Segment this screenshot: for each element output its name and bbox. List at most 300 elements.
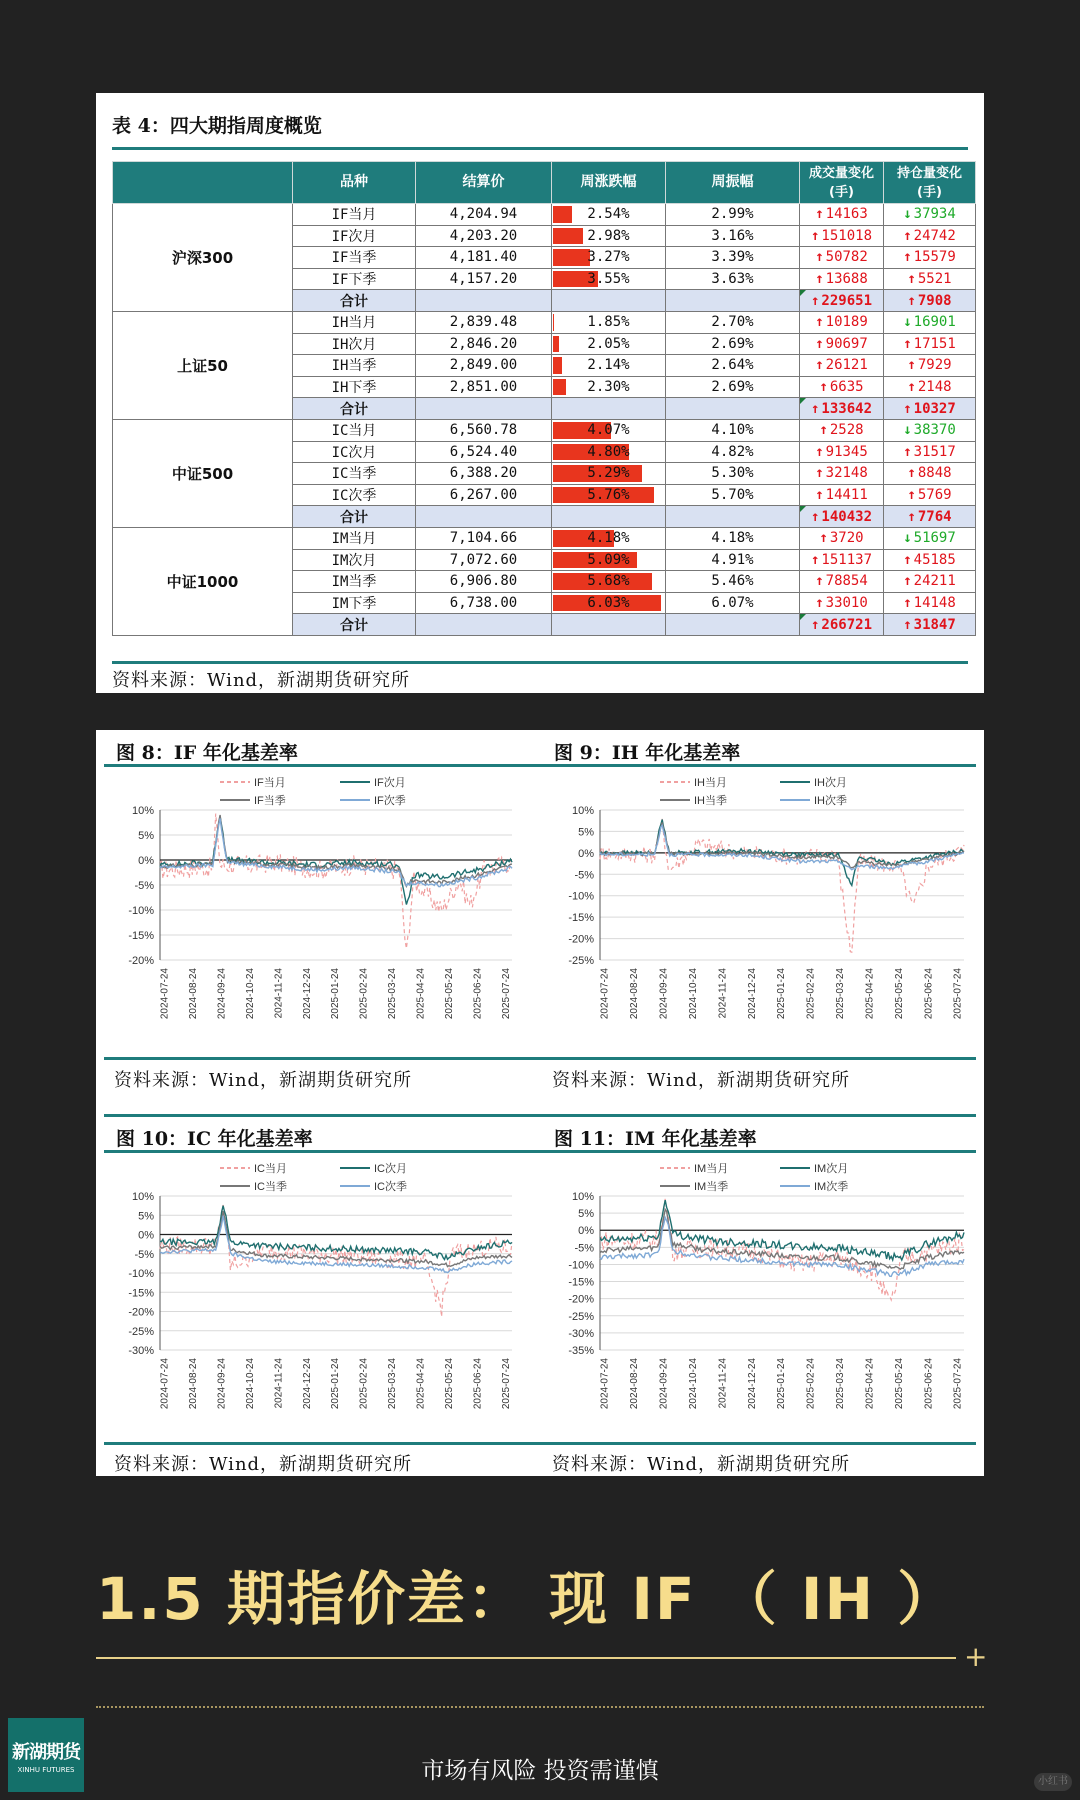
y-tick-label: -35%	[568, 1345, 594, 1357]
series-line	[160, 815, 512, 886]
weekly-change-value: 5.09%	[587, 551, 630, 568]
x-tick-label: 2024-12-24	[746, 968, 758, 1020]
x-tick-label: 2024-08-24	[187, 968, 199, 1020]
weekly-change-value: 3.55%	[587, 271, 630, 288]
arrow-up-icon: ↑	[810, 227, 820, 244]
oi-change-cell	[884, 484, 976, 506]
weekly-change-value: 2.30%	[587, 379, 630, 396]
total-oi-change-value: 10327	[913, 400, 956, 417]
arrow-up-icon: ↑	[815, 249, 824, 266]
contract-name: IC次月	[293, 441, 416, 463]
contract-name: IM当季	[293, 571, 416, 593]
arrow-up-icon: ↑	[907, 508, 916, 525]
y-tick-label: 5%	[578, 1208, 594, 1221]
contract-name: IF当月	[293, 204, 416, 226]
weekly-amplitude: 2.99%	[666, 204, 800, 226]
weekly-change-value: 5.68%	[587, 573, 630, 590]
total-oi-change-value: 7764	[917, 508, 952, 525]
y-tick-label: -25%	[568, 1310, 594, 1323]
empty-cell	[666, 290, 800, 312]
contract-name: IH次月	[293, 333, 416, 355]
x-tick-label: 2024-08-24	[629, 1358, 641, 1410]
volume-change-cell	[800, 333, 884, 355]
cell-marker	[800, 290, 806, 296]
weekly-change-value: 2.14%	[587, 357, 630, 374]
row1-bottom-divider	[104, 1057, 976, 1060]
settle-price: 2,851.00	[416, 376, 552, 398]
oi-change-cell	[884, 592, 976, 614]
y-tick-label: 0%	[578, 847, 594, 860]
arrow-up-icon: ↑	[903, 616, 912, 633]
weekly-change-cell	[552, 268, 666, 290]
settle-price: 6,906.80	[416, 571, 552, 593]
y-tick-label: 10%	[131, 1191, 154, 1203]
y-tick-label: -10%	[568, 1259, 594, 1272]
weekly-change-cell	[552, 419, 666, 441]
volume-change-cell	[800, 376, 884, 398]
arrow-up-icon: ↑	[815, 573, 824, 590]
arrow-up-icon: ↑	[810, 400, 820, 417]
arrow-up-icon: ↑	[907, 292, 916, 309]
y-tick-label: -5%	[574, 1242, 594, 1255]
contract-name: IM下季	[293, 592, 416, 614]
contract-name: IM当月	[293, 527, 416, 549]
empty-cell	[666, 506, 800, 528]
header-weekly-amplitude: 周振幅	[666, 162, 800, 204]
oi-change-value: 37934	[913, 206, 956, 223]
fig10-title: 图 10：IC 年化基差率	[116, 1128, 313, 1150]
header-weekly-change: 周涨跌幅	[552, 162, 666, 204]
y-tick-label: -5%	[574, 869, 594, 882]
series-line	[160, 1205, 512, 1317]
arrow-up-icon: ↑	[903, 335, 912, 352]
table-row	[113, 419, 976, 441]
y-tick-label: -25%	[568, 955, 594, 967]
arrow-down-icon: ↓	[903, 530, 912, 547]
total-oi-change-value: 31847	[913, 616, 956, 633]
volume-change-value: 14411	[825, 487, 868, 504]
legend-label: IC当季	[254, 1181, 287, 1193]
arrow-up-icon: ↑	[903, 227, 912, 244]
oi-change-value: 24742	[913, 227, 956, 244]
legend-label: IH次月	[814, 777, 847, 789]
weekly-change-bar	[553, 228, 583, 245]
oi-change-cell	[884, 268, 976, 290]
weekly-change-value: 6.03%	[587, 594, 630, 611]
group-name: 中证1000	[113, 527, 293, 635]
fig8-chart	[104, 768, 524, 1052]
y-tick-label: -15%	[568, 1276, 594, 1289]
weekly-change-value: 5.76%	[587, 487, 630, 504]
fig11-chart	[544, 1154, 976, 1442]
weekly-amplitude: 3.39%	[666, 247, 800, 269]
total-oi-change-cell	[884, 506, 976, 528]
arrow-up-icon: ↑	[907, 487, 916, 504]
x-tick-label: 2025-02-24	[805, 968, 817, 1020]
total-oi-change-value: 7908	[917, 292, 952, 309]
weekly-change-value: 4.18%	[587, 530, 630, 547]
fig9-source: 资料来源：Wind，新湖期货研究所	[552, 1070, 851, 1091]
source-divider	[112, 661, 968, 664]
y-tick-label: -20%	[568, 1293, 594, 1306]
arrow-up-icon: ↑	[907, 465, 916, 482]
row2-divider	[104, 1150, 976, 1153]
y-tick-label: -20%	[568, 933, 594, 946]
legend-label: IF次季	[374, 795, 406, 807]
total-volume-change-value: 229651	[821, 292, 872, 309]
arrow-up-icon: ↑	[907, 271, 916, 288]
contract-name: IC当月	[293, 419, 416, 441]
oi-change-cell	[884, 549, 976, 571]
y-tick-label: -10%	[128, 1268, 154, 1280]
cell-marker	[800, 506, 806, 512]
y-tick-label: -15%	[128, 1287, 154, 1300]
total-label: 合计	[293, 506, 416, 528]
oi-change-value: 5521	[917, 271, 952, 288]
table-panel	[96, 93, 984, 693]
oi-change-value: 38370	[913, 422, 956, 439]
oi-change-value: 16901	[913, 314, 956, 331]
oi-change-value: 17151	[913, 335, 956, 352]
weekly-amplitude: 4.91%	[666, 549, 800, 571]
oi-change-value: 45185	[913, 551, 956, 568]
weekly-change-value: 5.29%	[587, 465, 630, 482]
total-volume-change-cell	[800, 614, 884, 636]
y-tick-label: -10%	[128, 905, 154, 917]
y-tick-label: -20%	[128, 1306, 154, 1319]
contract-name: IH当月	[293, 311, 416, 333]
x-tick-label: 2025-01-24	[776, 968, 788, 1020]
volume-change-cell	[800, 419, 884, 441]
legend-label: IM当月	[694, 1163, 729, 1175]
y-tick-label: -30%	[568, 1327, 594, 1340]
volume-change-value: 91345	[825, 443, 868, 460]
logo-cn: 新湖期货	[12, 1742, 80, 1763]
oi-change-cell	[884, 355, 976, 377]
contract-name: IH下季	[293, 376, 416, 398]
volume-change-value: 33010	[825, 594, 868, 611]
x-tick-label: 2025-02-24	[805, 1358, 817, 1410]
x-tick-label: 2025-07-24	[500, 968, 512, 1020]
contract-name: IH当季	[293, 355, 416, 377]
total-label: 合计	[293, 614, 416, 636]
contract-name: IM次月	[293, 549, 416, 571]
oi-change-cell	[884, 571, 976, 593]
x-tick-label: 2025-03-24	[387, 968, 399, 1020]
empty-cell	[552, 614, 666, 636]
empty-cell	[666, 614, 800, 636]
weekly-change-bar	[553, 379, 566, 396]
cell-marker	[800, 614, 806, 620]
y-tick-label: -30%	[128, 1345, 154, 1357]
legend-label: IC当月	[254, 1163, 287, 1175]
row1-top-divider	[104, 764, 976, 767]
y-tick-label: 5%	[138, 830, 154, 842]
arrow-up-icon: ↑	[903, 573, 912, 590]
x-tick-label: 2024-07-24	[599, 1358, 611, 1410]
fig11-source: 资料来源：Wind，新湖期货研究所	[552, 1454, 851, 1475]
total-volume-change-value: 266721	[821, 616, 872, 633]
arrow-up-icon: ↑	[903, 400, 912, 417]
weekly-amplitude: 3.16%	[666, 225, 800, 247]
fig8-title: 图 8：IF 年化基差率	[116, 742, 298, 764]
x-tick-label: 2025-06-24	[472, 1358, 484, 1410]
x-tick-label: 2024-07-24	[599, 968, 611, 1020]
volume-change-value: 14163	[825, 206, 868, 223]
weekly-amplitude: 5.70%	[666, 484, 800, 506]
x-tick-label: 2024-10-24	[687, 1358, 699, 1410]
arrow-up-icon: ↑	[815, 465, 824, 482]
empty-cell	[416, 398, 552, 420]
header-group	[113, 162, 293, 204]
oi-change-cell	[884, 204, 976, 226]
x-tick-label: 2025-04-24	[415, 1358, 427, 1410]
y-tick-label: -5%	[134, 1248, 154, 1261]
volume-change-cell	[800, 571, 884, 593]
table-row	[113, 204, 976, 226]
legend-label: IF当季	[254, 795, 286, 807]
oi-change-value: 7929	[917, 357, 952, 374]
arrow-up-icon: ↑	[903, 443, 912, 460]
oi-change-value: 24211	[913, 573, 956, 590]
volume-change-value: 13688	[825, 271, 868, 288]
arrow-up-icon: ↑	[815, 487, 824, 504]
weekly-amplitude: 2.64%	[666, 355, 800, 377]
settle-price: 4,181.40	[416, 247, 552, 269]
x-tick-label: 2025-06-24	[923, 1358, 935, 1410]
volume-change-cell	[800, 592, 884, 614]
weekly-change-cell	[552, 441, 666, 463]
y-tick-label: -15%	[568, 912, 594, 925]
arrow-down-icon: ↓	[903, 314, 912, 331]
weekly-change-cell	[552, 376, 666, 398]
arrow-up-icon: ↑	[819, 530, 828, 547]
total-oi-change-cell	[884, 614, 976, 636]
y-tick-label: -15%	[128, 930, 154, 942]
volume-change-cell	[800, 268, 884, 290]
x-tick-label: 2025-03-24	[835, 968, 847, 1020]
weekly-amplitude: 5.46%	[666, 571, 800, 593]
weekly-amplitude: 2.70%	[666, 311, 800, 333]
settle-price: 6,738.00	[416, 592, 552, 614]
arrow-up-icon: ↑	[819, 379, 828, 396]
watermark-badge: 小红书	[1034, 1773, 1072, 1791]
arrow-down-icon: ↓	[903, 206, 912, 223]
oi-change-value: 14148	[913, 594, 956, 611]
oi-change-cell	[884, 463, 976, 485]
series-line	[600, 1199, 964, 1300]
empty-cell	[666, 398, 800, 420]
settle-price: 6,560.78	[416, 419, 552, 441]
volume-change-cell	[800, 355, 884, 377]
oi-change-value: 31517	[913, 443, 956, 460]
weekly-change-cell	[552, 311, 666, 333]
volume-change-cell	[800, 463, 884, 485]
x-tick-label: 2025-06-24	[472, 968, 484, 1020]
series-line	[600, 819, 964, 952]
weekly-change-cell	[552, 333, 666, 355]
arrow-up-icon: ↑	[815, 271, 824, 288]
x-tick-label: 2025-04-24	[864, 968, 876, 1020]
x-tick-label: 2025-03-24	[387, 1358, 399, 1410]
fig10-source: 资料来源：Wind，新湖期货研究所	[114, 1454, 413, 1475]
legend-label: IC次月	[374, 1163, 407, 1175]
x-tick-label: 2024-09-24	[216, 1358, 228, 1410]
x-tick-label: 2025-07-24	[500, 1358, 512, 1410]
weekly-change-value: 2.05%	[587, 335, 630, 352]
cell-marker	[800, 398, 806, 404]
weekly-change-value: 3.27%	[587, 249, 630, 266]
x-tick-label: 2024-09-24	[658, 968, 670, 1020]
header-contract: 品种	[293, 162, 416, 204]
volume-change-cell	[800, 247, 884, 269]
charts-panel	[96, 730, 984, 1476]
weekly-amplitude: 2.69%	[666, 333, 800, 355]
settle-price: 2,849.00	[416, 355, 552, 377]
total-label: 合计	[293, 290, 416, 312]
x-tick-label: 2024-11-24	[717, 968, 729, 1019]
x-tick-label: 2024-12-24	[301, 968, 313, 1020]
weekly-amplitude: 3.63%	[666, 268, 800, 290]
x-tick-label: 2025-04-24	[864, 1358, 876, 1410]
table-source: 资料来源：Wind，新湖期货研究所	[112, 670, 411, 691]
table-row	[113, 311, 976, 333]
arrow-up-icon: ↑	[903, 249, 912, 266]
x-tick-label: 2025-05-24	[444, 1358, 456, 1410]
oi-change-value: 2148	[917, 379, 952, 396]
volume-change-value: 50782	[825, 249, 868, 266]
weekly-change-cell	[552, 527, 666, 549]
group-name: 沪深300	[113, 204, 293, 312]
volume-change-value: 6635	[829, 379, 864, 396]
legend-label: IM次季	[814, 1181, 849, 1193]
table-title: 表 4：四大期指周度概览	[112, 115, 322, 137]
x-tick-label: 2025-07-24	[952, 968, 964, 1020]
weekly-change-value: 4.80%	[587, 443, 630, 460]
arrow-up-icon: ↑	[810, 616, 820, 633]
oi-change-cell	[884, 247, 976, 269]
x-tick-label: 2024-09-24	[658, 1358, 670, 1410]
table-header-row	[113, 162, 976, 204]
header-volume-change: 成交量变化(手)	[800, 162, 884, 204]
empty-cell	[416, 506, 552, 528]
volume-change-value: 32148	[825, 465, 868, 482]
section-headline: 1.5 期指价差： 现 IF （ IH ）	[96, 1565, 958, 1633]
fig10-chart	[104, 1154, 524, 1442]
x-tick-label: 2025-02-24	[358, 1358, 370, 1410]
total-label: 合计	[293, 398, 416, 420]
x-tick-label: 2024-11-24	[273, 968, 285, 1019]
oi-change-value: 8848	[917, 465, 952, 482]
fig11-title: 图 11：IM 年化基差率	[554, 1128, 757, 1150]
contract-name: IC当季	[293, 463, 416, 485]
x-tick-label: 2025-01-24	[776, 1358, 788, 1410]
y-tick-label: -10%	[568, 890, 594, 903]
total-oi-change-cell	[884, 398, 976, 420]
legend-label: IH次季	[814, 795, 847, 807]
volume-change-cell	[800, 484, 884, 506]
header-oi-change: 持仓量变化(手)	[884, 162, 976, 204]
fig9-title: 图 9：IH 年化基差率	[554, 742, 741, 764]
x-tick-label: 2025-05-24	[444, 968, 456, 1020]
arrow-up-icon: ↑	[819, 422, 828, 439]
plus-icon: +	[964, 1640, 988, 1673]
arrow-up-icon: ↑	[815, 335, 824, 352]
y-tick-label: -20%	[128, 955, 154, 967]
weekly-change-bar	[553, 314, 554, 331]
arrow-up-icon: ↑	[815, 314, 824, 331]
legend-label: IF当月	[254, 777, 286, 789]
total-volume-change-cell	[800, 398, 884, 420]
empty-cell	[552, 290, 666, 312]
weekly-amplitude: 4.10%	[666, 419, 800, 441]
row2-top-rule	[104, 1114, 976, 1117]
contract-name: IF当季	[293, 247, 416, 269]
y-tick-label: 10%	[571, 805, 594, 817]
volume-change-value: 26121	[825, 357, 868, 374]
contract-name: IF次月	[293, 225, 416, 247]
x-tick-label: 2024-07-24	[159, 968, 171, 1020]
y-tick-label: 5%	[138, 1210, 154, 1223]
volume-change-cell	[800, 311, 884, 333]
x-tick-label: 2024-10-24	[244, 968, 256, 1020]
weekly-change-value: 2.98%	[587, 227, 630, 244]
legend-label: IF次月	[374, 777, 406, 789]
x-tick-label: 2025-06-24	[923, 968, 935, 1020]
headline-underline	[96, 1657, 956, 1659]
volume-change-cell	[800, 204, 884, 226]
weekly-change-cell	[552, 549, 666, 571]
weekly-change-bar	[553, 206, 572, 223]
settle-price: 6,524.40	[416, 441, 552, 463]
weekly-amplitude: 4.18%	[666, 527, 800, 549]
y-tick-label: 0%	[138, 855, 154, 867]
settle-price: 2,839.48	[416, 311, 552, 333]
x-tick-label: 2024-08-24	[629, 968, 641, 1020]
settle-price: 7,072.60	[416, 549, 552, 571]
weekly-amplitude: 4.82%	[666, 441, 800, 463]
weekly-change-cell	[552, 463, 666, 485]
arrow-up-icon: ↑	[815, 443, 824, 460]
arrow-up-icon: ↑	[903, 594, 912, 611]
y-tick-label: 0%	[138, 1229, 154, 1242]
series-line	[600, 825, 964, 869]
weekly-change-value: 2.54%	[587, 206, 630, 223]
total-volume-change-value: 133642	[821, 400, 872, 417]
dotted-divider	[96, 1706, 984, 1708]
arrow-down-icon: ↓	[903, 422, 912, 439]
contract-name: IF下季	[293, 268, 416, 290]
volume-change-value: 90697	[825, 335, 868, 352]
header-price: 结算价	[416, 162, 552, 204]
settle-price: 6,267.00	[416, 484, 552, 506]
x-tick-label: 2024-11-24	[717, 1358, 729, 1409]
volume-change-cell	[800, 225, 884, 247]
oi-change-cell	[884, 376, 976, 398]
weekly-change-bar	[553, 357, 562, 374]
weekly-change-cell	[552, 355, 666, 377]
volume-change-value: 78854	[825, 573, 868, 590]
legend-label: IC次季	[374, 1181, 407, 1193]
empty-cell	[416, 614, 552, 636]
oi-change-cell	[884, 419, 976, 441]
arrow-up-icon: ↑	[907, 357, 916, 374]
legend-label: IH当月	[694, 777, 727, 789]
empty-cell	[552, 506, 666, 528]
arrow-up-icon: ↑	[810, 508, 820, 525]
weekly-change-bar	[553, 249, 590, 266]
total-volume-change-value: 140432	[821, 508, 872, 525]
